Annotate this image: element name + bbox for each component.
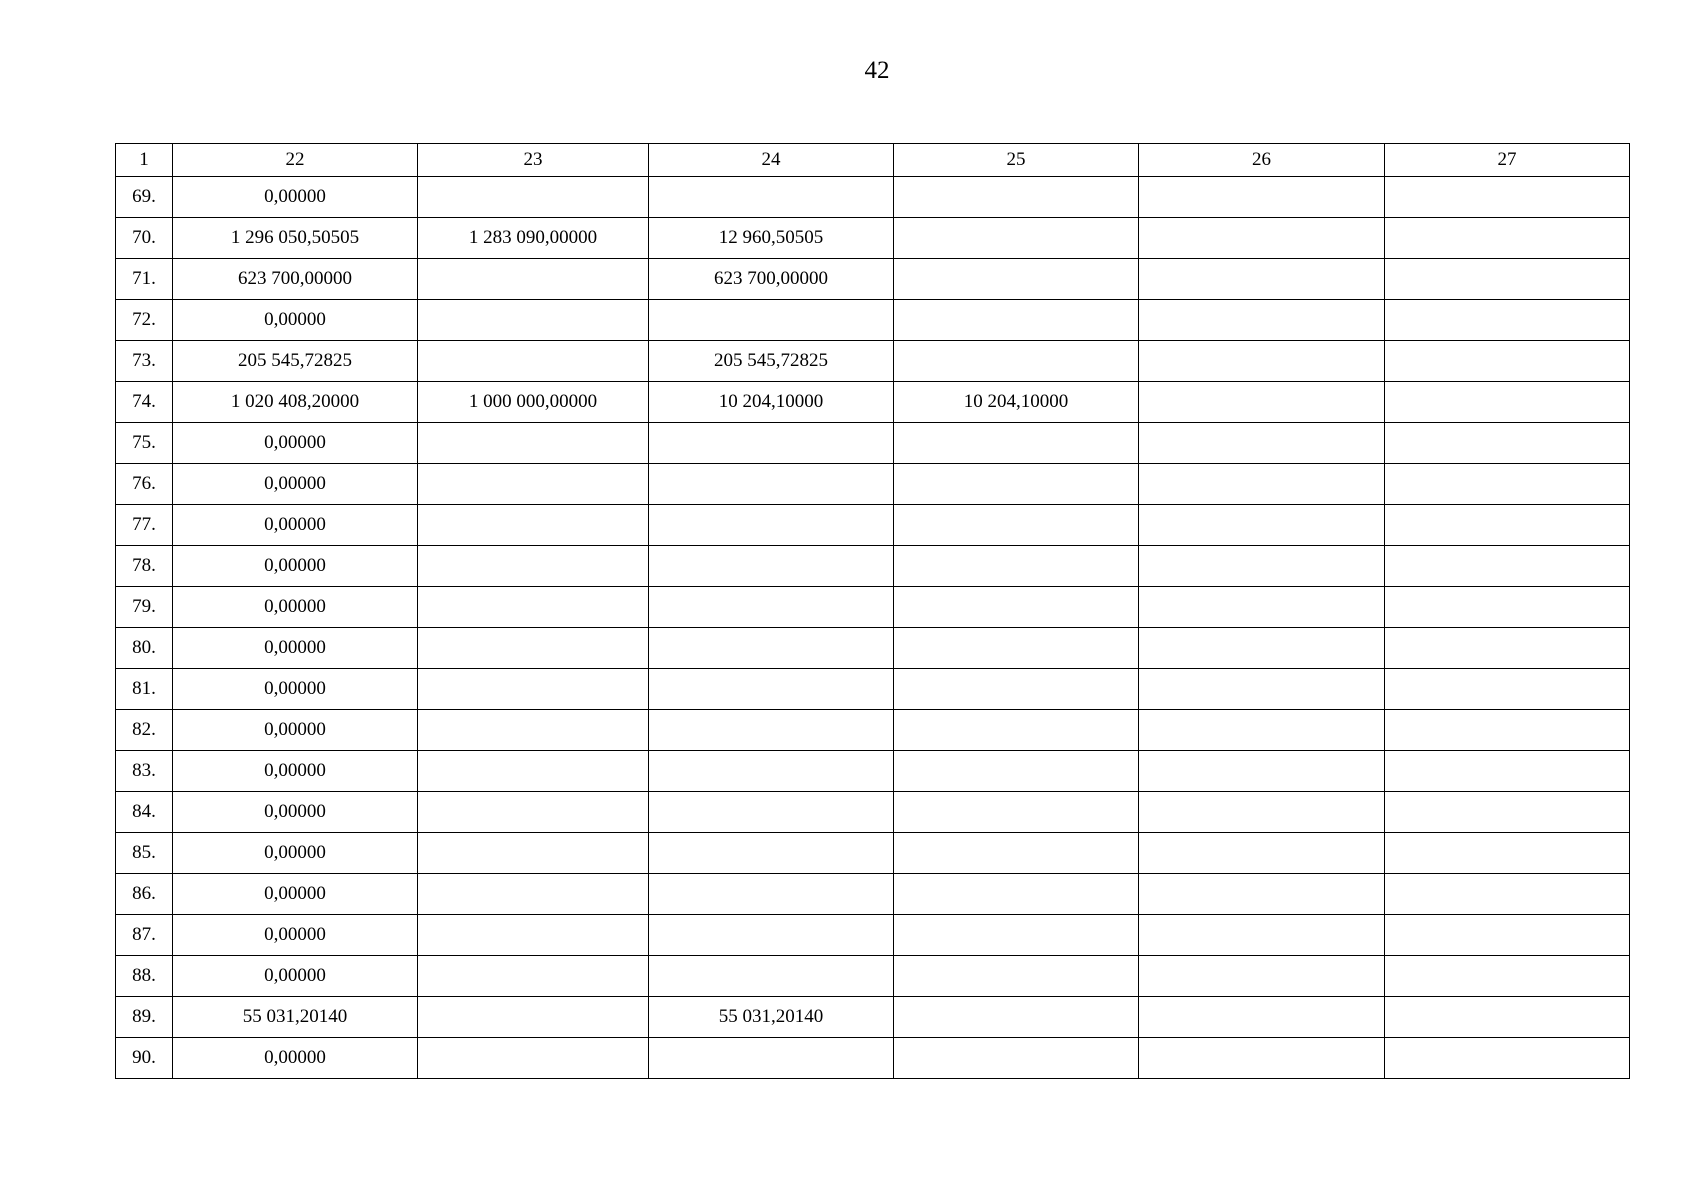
table-cell: [418, 464, 649, 505]
table-cell: 0,00000: [173, 177, 418, 218]
table-cell: 0,00000: [173, 505, 418, 546]
row-number-cell: 72.: [116, 300, 173, 341]
table-cell: [418, 833, 649, 874]
table-cell: [894, 341, 1139, 382]
table-cell: [1385, 710, 1630, 751]
row-number-cell: 88.: [116, 956, 173, 997]
table-cell: [1385, 382, 1630, 423]
column-header: 24: [649, 144, 894, 177]
table-cell: [894, 177, 1139, 218]
table-cell: 623 700,00000: [173, 259, 418, 300]
column-header: 26: [1139, 144, 1385, 177]
table-cell: 0,00000: [173, 751, 418, 792]
table-cell: [894, 915, 1139, 956]
table-cell: [1139, 628, 1385, 669]
table-cell: [1385, 177, 1630, 218]
table-cell: [649, 710, 894, 751]
table-cell: 0,00000: [173, 833, 418, 874]
table-row: [116, 1038, 1630, 1079]
table-cell: [1139, 177, 1385, 218]
table-cell: [1385, 464, 1630, 505]
row-number-cell: 74.: [116, 382, 173, 423]
row-number-cell: 78.: [116, 546, 173, 587]
table-cell: 1 020 408,20000: [173, 382, 418, 423]
table-cell: 55 031,20140: [173, 997, 418, 1038]
table-cell: [418, 300, 649, 341]
table-cell: [649, 915, 894, 956]
table-cell: [1385, 218, 1630, 259]
table-cell: 205 545,72825: [649, 341, 894, 382]
table-cell: [649, 505, 894, 546]
table-row: [116, 669, 1630, 710]
table-row: [116, 874, 1630, 915]
table-cell: [649, 300, 894, 341]
table-cell: 205 545,72825: [173, 341, 418, 382]
page-number: 42: [864, 57, 890, 84]
table-cell: [418, 1038, 649, 1079]
table-cell: [1139, 956, 1385, 997]
table-cell: 0,00000: [173, 423, 418, 464]
table-cell: 10 204,10000: [894, 382, 1139, 423]
table-row: [116, 956, 1630, 997]
table-cell: [649, 423, 894, 464]
table-row: [116, 177, 1630, 218]
table-cell: [894, 218, 1139, 259]
table-cell: 0,00000: [173, 915, 418, 956]
table-cell: [894, 751, 1139, 792]
row-number-cell: 80.: [116, 628, 173, 669]
table-cell: 0,00000: [173, 628, 418, 669]
row-number-cell: 69.: [116, 177, 173, 218]
table-cell: [1385, 259, 1630, 300]
table-row: [116, 218, 1630, 259]
table-row: [116, 300, 1630, 341]
table-row: [116, 259, 1630, 300]
table-cell: [894, 464, 1139, 505]
row-number-cell: 76.: [116, 464, 173, 505]
table-cell: [649, 177, 894, 218]
table-cell: [894, 997, 1139, 1038]
table-cell: [894, 259, 1139, 300]
table-cell: [1139, 300, 1385, 341]
table-cell: [1385, 423, 1630, 464]
column-header: 23: [418, 144, 649, 177]
table-cell: [1385, 751, 1630, 792]
row-number-cell: 82.: [116, 710, 173, 751]
table-cell: [418, 259, 649, 300]
row-number-cell: 70.: [116, 218, 173, 259]
table-cell: 0,00000: [173, 710, 418, 751]
header-row: [116, 144, 1630, 177]
row-number-cell: 75.: [116, 423, 173, 464]
table-row: [116, 423, 1630, 464]
table-cell: [418, 546, 649, 587]
table-cell: [418, 751, 649, 792]
table-cell: [418, 505, 649, 546]
row-number-cell: 89.: [116, 997, 173, 1038]
table-cell: [1139, 259, 1385, 300]
table-cell: [649, 792, 894, 833]
table-cell: [649, 669, 894, 710]
table-cell: [1139, 341, 1385, 382]
table-cell: [894, 423, 1139, 464]
table-cell: [1139, 218, 1385, 259]
table-cell: [894, 1038, 1139, 1079]
table-cell: [1385, 546, 1630, 587]
table-cell: [1385, 956, 1630, 997]
table-cell: [1139, 792, 1385, 833]
table-cell: [1385, 587, 1630, 628]
row-number-cell: 83.: [116, 751, 173, 792]
table-cell: [1139, 874, 1385, 915]
table-cell: [1385, 505, 1630, 546]
table-cell: [649, 1038, 894, 1079]
table-cell: [418, 628, 649, 669]
table-cell: [1385, 628, 1630, 669]
table-row: [116, 382, 1630, 423]
table-row: [116, 341, 1630, 382]
table-cell: [1139, 915, 1385, 956]
table-cell: [418, 997, 649, 1038]
table-cell: [418, 669, 649, 710]
table-cell: 0,00000: [173, 1038, 418, 1079]
table-cell: [894, 669, 1139, 710]
row-number-cell: 87.: [116, 915, 173, 956]
table-cell: [1385, 300, 1630, 341]
table-cell: 0,00000: [173, 874, 418, 915]
table-cell: 1 296 050,50505: [173, 218, 418, 259]
table-cell: [418, 874, 649, 915]
table-cell: [418, 587, 649, 628]
table-cell: [1385, 1038, 1630, 1079]
table-cell: [649, 874, 894, 915]
table-cell: [649, 546, 894, 587]
row-number-cell: 84.: [116, 792, 173, 833]
table-cell: 1 000 000,00000: [418, 382, 649, 423]
table-row: [116, 628, 1630, 669]
table-row: [116, 833, 1630, 874]
table-cell: [1139, 751, 1385, 792]
table-cell: [649, 956, 894, 997]
table-cell: [894, 628, 1139, 669]
table-cell: [1139, 710, 1385, 751]
table-cell: 0,00000: [173, 669, 418, 710]
table-cell: 623 700,00000: [649, 259, 894, 300]
table-cell: [418, 915, 649, 956]
table-cell: [1385, 915, 1630, 956]
table-cell: [418, 177, 649, 218]
table-cell: 55 031,20140: [649, 997, 894, 1038]
table-cell: [1139, 382, 1385, 423]
table-cell: [1385, 997, 1630, 1038]
table-cell: [1139, 833, 1385, 874]
row-number-cell: 71.: [116, 259, 173, 300]
table-cell: [649, 628, 894, 669]
row-number-cell: 79.: [116, 587, 173, 628]
table-cell: 12 960,50505: [649, 218, 894, 259]
column-header: 22: [173, 144, 418, 177]
table-cell: [894, 546, 1139, 587]
table-cell: [1385, 874, 1630, 915]
column-header: 25: [894, 144, 1139, 177]
table-body: [116, 177, 1630, 1079]
table-cell: 0,00000: [173, 300, 418, 341]
table-cell: [418, 792, 649, 833]
table-cell: [1385, 341, 1630, 382]
table-cell: 0,00000: [173, 546, 418, 587]
table-cell: [894, 300, 1139, 341]
table-row: [116, 997, 1630, 1038]
table-cell: [894, 874, 1139, 915]
data-table: [115, 143, 1630, 1079]
row-number-cell: 73.: [116, 341, 173, 382]
column-header: 1: [116, 144, 173, 177]
table-cell: [418, 423, 649, 464]
table-cell: [1139, 464, 1385, 505]
table-cell: [649, 587, 894, 628]
table-row: [116, 505, 1630, 546]
table-cell: [649, 833, 894, 874]
table-cell: [418, 710, 649, 751]
table-header: [116, 144, 1630, 177]
table-row: [116, 751, 1630, 792]
table-cell: 10 204,10000: [649, 382, 894, 423]
table-cell: 1 283 090,00000: [418, 218, 649, 259]
row-number-cell: 81.: [116, 669, 173, 710]
table-cell: [894, 710, 1139, 751]
row-number-cell: 77.: [116, 505, 173, 546]
table-cell: 0,00000: [173, 464, 418, 505]
table-cell: [894, 792, 1139, 833]
table-cell: [1385, 792, 1630, 833]
table-row: [116, 464, 1630, 505]
table-cell: [1139, 997, 1385, 1038]
table-row: [116, 546, 1630, 587]
table-cell: [894, 587, 1139, 628]
table-cell: [1385, 833, 1630, 874]
column-header: 27: [1385, 144, 1630, 177]
table-cell: 0,00000: [173, 956, 418, 997]
table-cell: [894, 505, 1139, 546]
table-cell: [1139, 669, 1385, 710]
table-cell: [1139, 505, 1385, 546]
table-cell: [1139, 587, 1385, 628]
table-row: [116, 710, 1630, 751]
table-cell: [894, 833, 1139, 874]
table-cell: 0,00000: [173, 792, 418, 833]
table-cell: [1139, 1038, 1385, 1079]
row-number-cell: 86.: [116, 874, 173, 915]
table-row: [116, 587, 1630, 628]
table-cell: [418, 956, 649, 997]
table-cell: 0,00000: [173, 587, 418, 628]
table-cell: [649, 751, 894, 792]
table-cell: [1385, 669, 1630, 710]
row-number-cell: 85.: [116, 833, 173, 874]
table-cell: [418, 341, 649, 382]
table-cell: [1139, 546, 1385, 587]
table-cell: [649, 464, 894, 505]
table-cell: [1139, 423, 1385, 464]
table-cell: [894, 956, 1139, 997]
table-row: [116, 792, 1630, 833]
table-row: [116, 915, 1630, 956]
row-number-cell: 90.: [116, 1038, 173, 1079]
